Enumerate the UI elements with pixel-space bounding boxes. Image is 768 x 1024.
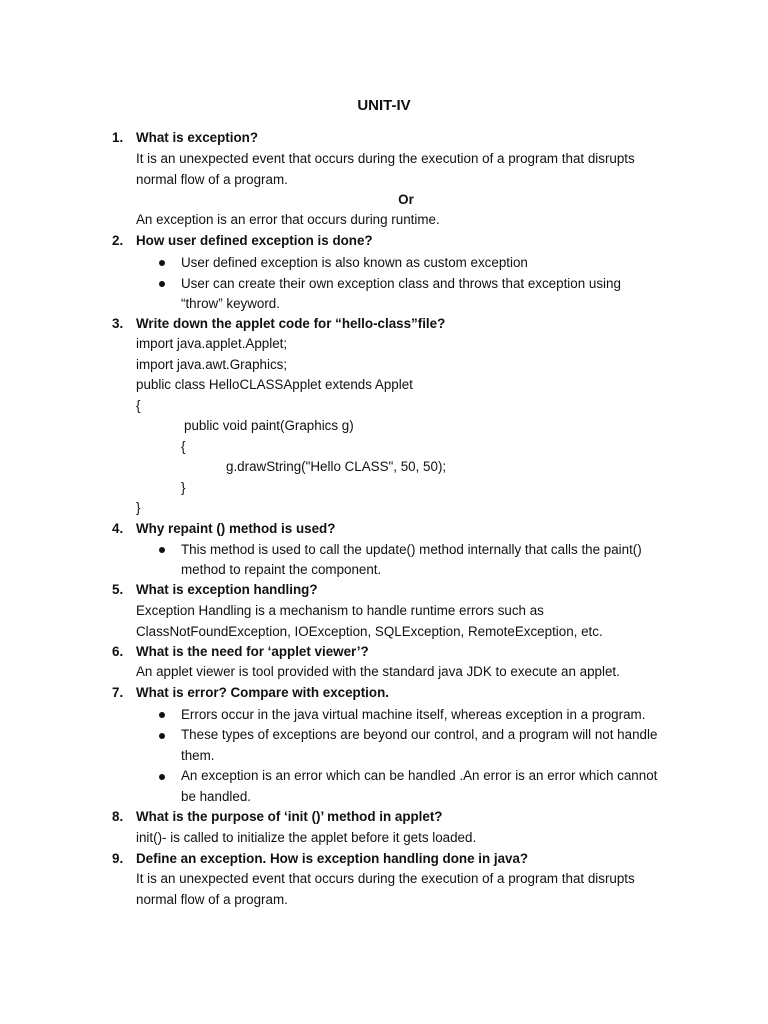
question-text: What is the purpose of ‘init ()’ method in applet? (136, 809, 443, 824)
answer-text: normal flow of a program. (136, 172, 288, 187)
question-text: Define an exception. How is exception handling done in java? (136, 851, 529, 866)
bullet-text: method to repaint the component. (181, 562, 382, 577)
question-8 (112, 809, 443, 824)
question-text: What is exception? (136, 130, 259, 145)
question-number: 2. (112, 233, 124, 248)
bullet-icon (159, 260, 165, 266)
or-separator: Or (398, 192, 414, 207)
question-number: 6. (112, 644, 124, 659)
question-number: 7. (112, 685, 124, 700)
code-line: } (181, 480, 186, 495)
bullet-text: them. (181, 748, 215, 763)
bullet-icon (159, 774, 165, 780)
question-text: Why repaint () method is used? (136, 521, 336, 536)
code-line: import java.awt.Graphics; (136, 357, 288, 372)
code-line: public void paint(Graphics g) (184, 418, 354, 433)
answer-text: It is an unexpected event that occurs during the execution of a program that disrupts (136, 871, 635, 886)
question-number: 1. (112, 130, 124, 145)
answer-text: It is an unexpected event that occurs during the execution of a program that disrupts (136, 151, 635, 166)
bullet-text: “throw” keyword. (181, 296, 280, 311)
question-number: 5. (112, 582, 124, 597)
question-3 (112, 316, 445, 331)
answer-text: init()- is called to initialize the applet before it gets loaded. (136, 830, 477, 845)
question-text: What is exception handling? (136, 582, 318, 597)
question-text: What is error? Compare with exception. (136, 685, 389, 700)
bullet-text: An exception is an error which can be handled .An error is an error which cannot (181, 768, 658, 783)
question-number: 3. (112, 316, 124, 331)
question-9 (112, 851, 528, 866)
answer-text: An applet viewer is tool provided with the standard java JDK to execute an applet. (136, 664, 620, 679)
bullet-icon (159, 712, 165, 718)
code-line: import java.applet.Applet; (136, 336, 288, 351)
answer-text: Exception Handling is a mechanism to handle runtime errors such as (136, 603, 544, 618)
question-number: 4. (112, 521, 124, 536)
question-text: How user defined exception is done? (136, 233, 373, 248)
question-text: Write down the applet code for “hello-class”file? (136, 316, 446, 331)
question-number: 9. (112, 851, 124, 866)
page-title: UNIT-IV (357, 97, 411, 114)
bullet-text: be handled. (181, 789, 251, 804)
bullet-icon (159, 281, 165, 287)
code-line: { (136, 398, 141, 413)
bullet-text: This method is used to call the update() method internally that calls the paint() (181, 542, 642, 557)
code-line: public class HelloCLASSApplet extends Applet (136, 377, 413, 392)
question-2 (112, 233, 373, 248)
bullet-text: User can create their own exception class and throws that exception using (181, 276, 621, 291)
answer-text: ClassNotFoundException, IOException, SQLException, RemoteException, etc. (136, 624, 603, 639)
question-7 (112, 685, 389, 700)
bullet-text: User defined exception is also known as custom exception (181, 255, 528, 270)
code-line: } (136, 500, 141, 515)
answer-text: normal flow of a program. (136, 892, 288, 907)
question-text: What is the need for ‘applet viewer’? (136, 644, 369, 659)
question-number: 8. (112, 809, 124, 824)
bullet-text: These types of exceptions are beyond our control, and a program will not handle (181, 727, 658, 742)
answer-text: An exception is an error that occurs during runtime. (136, 212, 440, 227)
code-line: g.drawString("Hello CLASS", 50, 50); (226, 459, 447, 474)
question-6 (112, 644, 369, 659)
question-4 (112, 521, 335, 536)
bullet-icon (159, 733, 165, 739)
bullet-text: Errors occur in the java virtual machine itself, whereas exception in a program. (181, 707, 646, 722)
question-1 (112, 130, 258, 145)
question-5 (112, 582, 318, 597)
code-line: { (181, 439, 186, 454)
bullet-icon (159, 547, 165, 553)
